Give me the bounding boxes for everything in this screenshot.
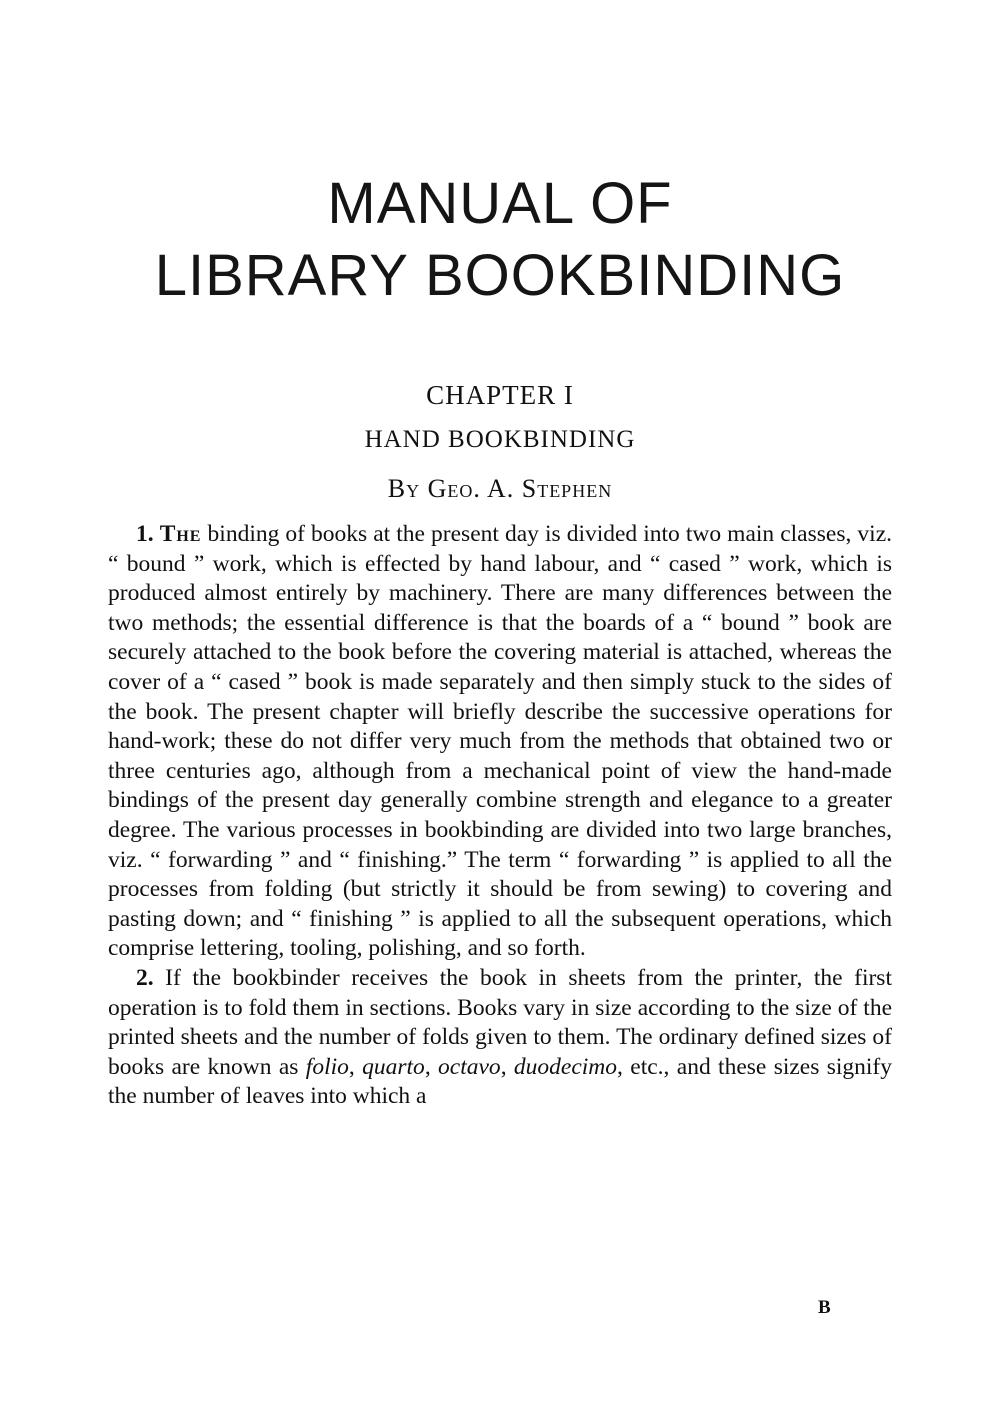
paragraph-lead-word: The xyxy=(159,521,202,547)
paragraph-number: 2. xyxy=(136,964,154,991)
book-title-line-2: LIBRARY BOOKBINDING xyxy=(154,243,846,308)
paragraph-text-end: etc., and these sizes signify the number of leaves into which a xyxy=(108,1053,893,1110)
size-term-duodecimo: duodecimo xyxy=(513,1053,618,1080)
paragraph-1 xyxy=(108,520,892,964)
size-term-octavo: octavo xyxy=(438,1053,501,1080)
paragraph-text: binding of books at the present day is divided into two main classes, viz. “ bound ” work, which is effected by hand labour, and “ cased ” work, which is produced almost entirely by machinery. There are many differences between the two methods; the essential difference is that the boards of a “ bound ” book are securely attached to the book before the covering material is attached, whereas the cover of a “ cased ” book is made separately and then simply stuck to the sides of the book. The present chapter will briefly describe the successive operations for hand-work; these do not differ very much from the methods that obtained two or three centuries ago, although from a mechanical point of view the hand-made bindings of the present day generally combine strength and elegance to a greater degree. The various processes in bookbinding are divided into two large branches, viz. “ forwarding ” and “ finishing.” The term “ forwarding ” is applied to all the processes from folding (but strictly it should be from sewing) to covering and pasting down; and “ finishing ” is applied to all the subsequent operations, which comprise lettering, tooling, polishing, and so forth. xyxy=(108,521,892,962)
chapter-title: HAND BOOKBINDING xyxy=(364,426,636,453)
signature-mark: B xyxy=(818,1297,831,1318)
paragraph-2: 2. If the bookbinder receives the book in sheets from the printer, the first operation is to fold them in sections. Books vary in size according to the size of the printed sheets and the number of folds given to them. The ordinary defined sizes of books are known as folio, quarto, octavo, duodecimo, etc., and these sizes signify the number of leaves into which a xyxy=(108,964,893,1110)
paragraph-number: 1. xyxy=(136,521,154,547)
size-term-quarto: quarto xyxy=(362,1053,425,1080)
author-byline: By Geo. A. Stephen xyxy=(387,474,613,503)
book-title xyxy=(0,168,1000,312)
size-term-folio: folio xyxy=(305,1053,349,1080)
book-title-line-1: MANUAL OF xyxy=(327,171,673,236)
chapter-number: CHAPTER I xyxy=(426,380,574,410)
paragraph-text: If the bookbinder receives the book in sheets from the printer, the first operation is to fold them in sections. Books vary in size according to the size of the printed sheets and the number of folds given to them. The ordinary defined sizes of books are known as xyxy=(108,964,892,1080)
chapter-body xyxy=(108,520,892,1112)
